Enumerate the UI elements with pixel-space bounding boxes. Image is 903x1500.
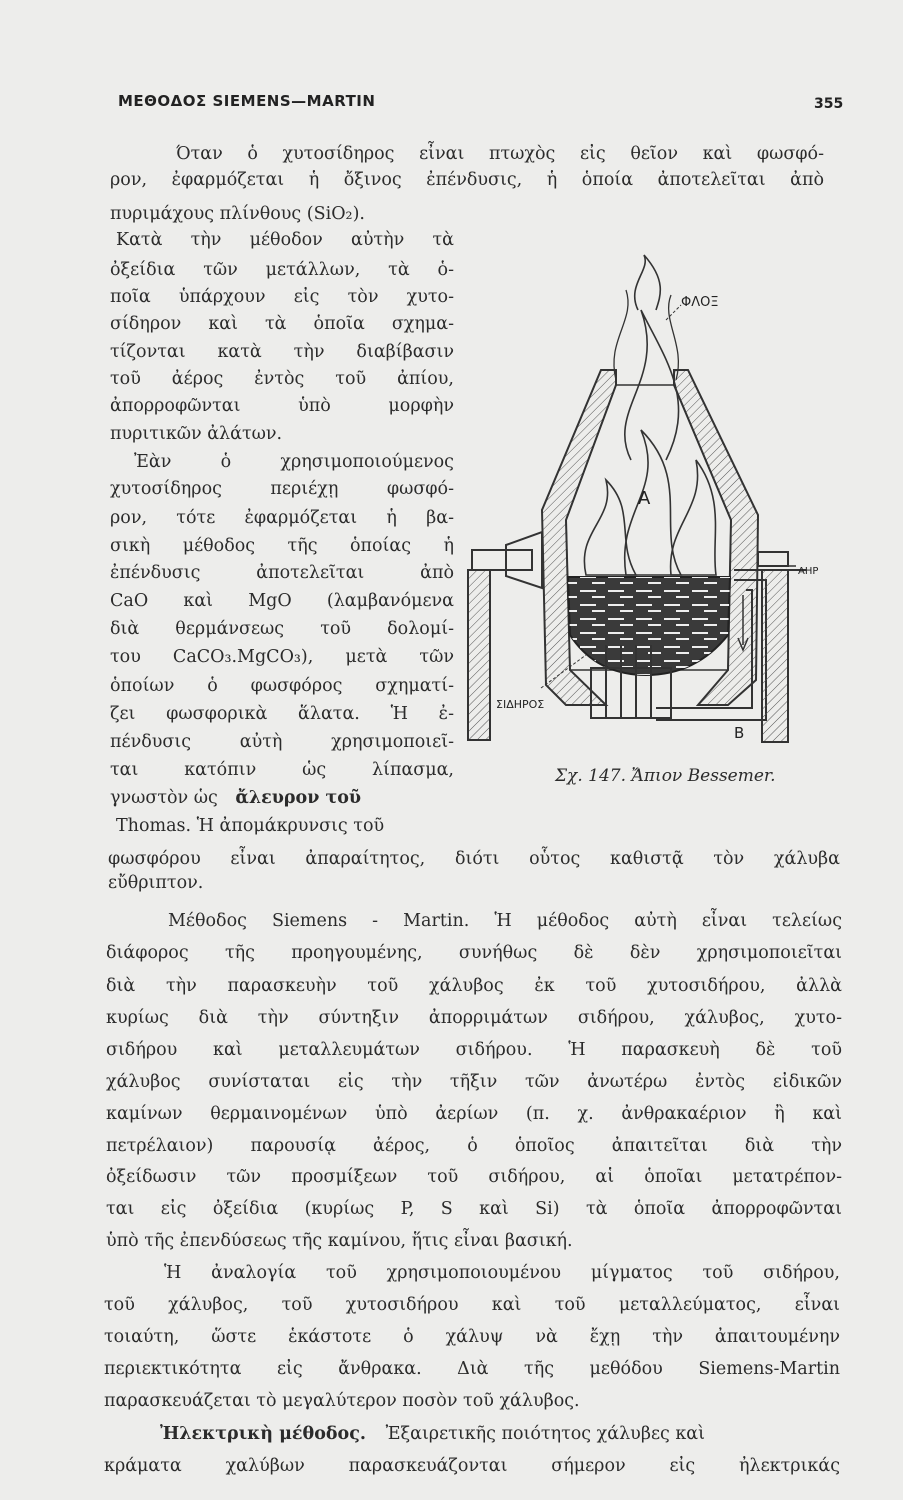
flame-stroke [584, 480, 636, 575]
text-line: ὀξείδια τῶν μετάλλων, τὰ ὁ- [110, 260, 454, 280]
text-line: χάλυβος συνίσταται εἰς τὴν τῆξιν τῶν ἀνωτέρω ἐντὸς εἰδικῶν [106, 1072, 842, 1092]
text-line: τοῦ χάλυβος, τοῦ χυτοσιδήρου καὶ τοῦ μεταλλεύματος, εἶναι [104, 1295, 840, 1315]
text-line: τοῦ ἀέρος ἐντὸς τοῦ ἀπίου, [110, 369, 454, 389]
text-line: πετρέλαιον) παρουσίᾳ ἀέρος, ὁ ὁποῖος ἀπαιτεῖται διὰ τὴν [106, 1136, 842, 1156]
text-line: ται εἰς ὀξείδια (κυρίως P, S καὶ Si) τὰ ὁποῖα ἀπορροφῶνται [106, 1199, 842, 1219]
bold-term: ἄλευρον τοῦ [235, 788, 362, 808]
text-line: τίζονται κατὰ τὴν διαβίβασιν [110, 342, 454, 362]
text-line: ὀξείδωσιν τῶν προσμίξεων τοῦ σιδήρου, αἱ ὁποῖαι μετατρέπον- [106, 1167, 842, 1187]
text-line: ρον, ἐφαρμόζεται ἡ ὄξινος ἐπένδυσις, ἡ ὁποία ἀποτελεῖται ἀπὸ [110, 170, 824, 190]
text-fragment: Ἐξαιρετικῆς ποιότητος χάλυβες καὶ [385, 1424, 705, 1444]
text-line: σίδηρον καὶ τὰ ὁποῖα σχημα- [110, 314, 454, 334]
label-b: Β [734, 724, 745, 742]
label-iron: ΣΙΔΗΡΟΣ [496, 698, 545, 711]
text-line: Όταν ὁ χυτοσίδηρος εἶναι πτωχὸς εἰς θεῖον καὶ φωσφό- [176, 144, 824, 164]
text-line: CaO καὶ MgO (λαμβανόμενα [110, 591, 454, 611]
left-trunnion [472, 550, 532, 570]
molten-iron-texture [568, 577, 730, 675]
text-line: ὑπὸ τῆς ἐπενδύσεως τῆς καμίνου, ἥτις εἶναι βασική. [106, 1231, 573, 1251]
label-air: ΑΗΡ [798, 566, 819, 577]
running-head: ΜΕΘΟΔΟΣ SIEMENS—MARTIN [118, 92, 376, 110]
left-pivot [506, 532, 542, 588]
text-line [110, 787, 361, 809]
wind-box [591, 668, 671, 718]
text-line: ὁποίων ὁ φωσφόρος σχηματί- [110, 676, 454, 696]
text-line: χυτοσίδηρος περιέχῃ φωσφό- [110, 479, 454, 499]
bessemer-converter-figure [466, 250, 826, 750]
text-line: ται κατόπιν ὡς λίπασμα, [110, 760, 454, 780]
right-trunnion [758, 552, 788, 566]
text-line: παρασκευάζεται τὸ μεγαλύτερον ποσὸν τοῦ χάλυβος. [104, 1391, 580, 1411]
text-line: πυριτικῶν ἀλάτων. [110, 424, 283, 444]
text-line: διὰ θερμάνσεως τοῦ δολομί- [110, 619, 454, 639]
text-line: σιδήρου καὶ μεταλλευμάτων σιδήρου. Ἡ παρασκευὴ δὲ τοῦ [106, 1040, 842, 1060]
flame-tip [635, 255, 661, 310]
text-line: πένδυσις αὐτὴ χρησιμοποιεῖ- [110, 732, 454, 752]
text-line: ζει φωσφορικὰ ἅλατα. Ἡ ἐ- [110, 704, 454, 724]
text-line: Ἐὰν ὁ χρησιμοποιούμενος [134, 452, 454, 472]
text-line: Thomas. Ἡ ἀπομάκρυνσις τοῦ [116, 816, 385, 836]
flame-stroke [614, 290, 628, 380]
section-heading: Ἠλεκτρικὴ μέθοδος. [160, 1424, 366, 1444]
text-line: ἀπορροφῶνται ὑπὸ μορφὴν [110, 396, 454, 416]
flame-stroke [671, 460, 716, 575]
right-support [762, 570, 788, 742]
text-line: ρον, τότε ἐφαρμόζεται ἡ βα- [110, 508, 454, 528]
text-line: ἐπένδυσις ἀποτελεῖται ἀπὸ [110, 563, 454, 583]
text-line: φωσφόρου εἶναι ἀπαραίτητος, διότι οὗτος καθιστᾷ τὸν χάλυβα [108, 849, 840, 869]
text-line: Ἡ ἀναλογία τοῦ χρησιμοποιουμένου μίγματος τοῦ σιδήρου, [164, 1263, 840, 1283]
label-a: Α [638, 488, 651, 509]
left-support [468, 570, 490, 740]
text-line: περιεκτικότητα εἰς ἄνθρακα. Διὰ τῆς μεθόδου Siemens-Martin [104, 1359, 840, 1379]
flame-stroke [625, 430, 681, 575]
text-line: Κατὰ τὴν μέθοδον αὐτὴν τὰ [116, 230, 454, 250]
label-flame: ΦΛΟΞ [681, 295, 719, 310]
text-line: κυρίως διὰ τὴν σύντηξιν ἀπορριμάτων σιδήρου, χάλυβος, χυτο- [106, 1008, 842, 1028]
text-line: ποῖα ὑπάρχουν εἰς τὸν χυτο- [110, 287, 454, 307]
text-fragment: γνωστὸν ὡς [110, 788, 218, 808]
text-line: διάφορος τῆς προηγουμένης, συνήθως δὲ δὲν χρησιμοποιεῖται [106, 943, 842, 963]
text-line: καμίνων θερμαινομένων ὑπὸ ἀερίων (π. χ. ἀνθρακαέριον ἢ καὶ [106, 1104, 842, 1124]
text-line: πυριμάχους πλίνθους (SiO₂). [110, 204, 365, 224]
text-line [160, 1423, 705, 1445]
figure-caption: Σχ. 147. Ἄπιον Bessemer. [555, 766, 776, 786]
page-number: 355 [814, 96, 844, 112]
text-line: σικὴ μέθοδος τῆς ὁποίας ἡ [110, 536, 454, 556]
text-line: τοιαύτη, ὥστε ἑκάστοτε ὁ χάλυψ νὰ ἔχῃ τὴν ἀπαιτουμένην [104, 1327, 840, 1347]
text-line: Μέθοδος Siemens - Martin. Ἡ μέθοδος αὐτὴ εἶναι τελείως [168, 911, 842, 931]
text-line: του CaCO₃.MgCO₃), μετὰ τῶν [110, 647, 454, 667]
text-line: διὰ τὴν παρασκευὴν τοῦ χάλυβος ἐκ τοῦ χυτοσιδήρου, ἀλλὰ [106, 976, 842, 996]
text-line: κράματα χαλύβων παρασκευάζονται σήμερον εἰς ἠλεκτρικάς [104, 1456, 840, 1476]
text-line: εὔθριπτον. [108, 873, 204, 893]
